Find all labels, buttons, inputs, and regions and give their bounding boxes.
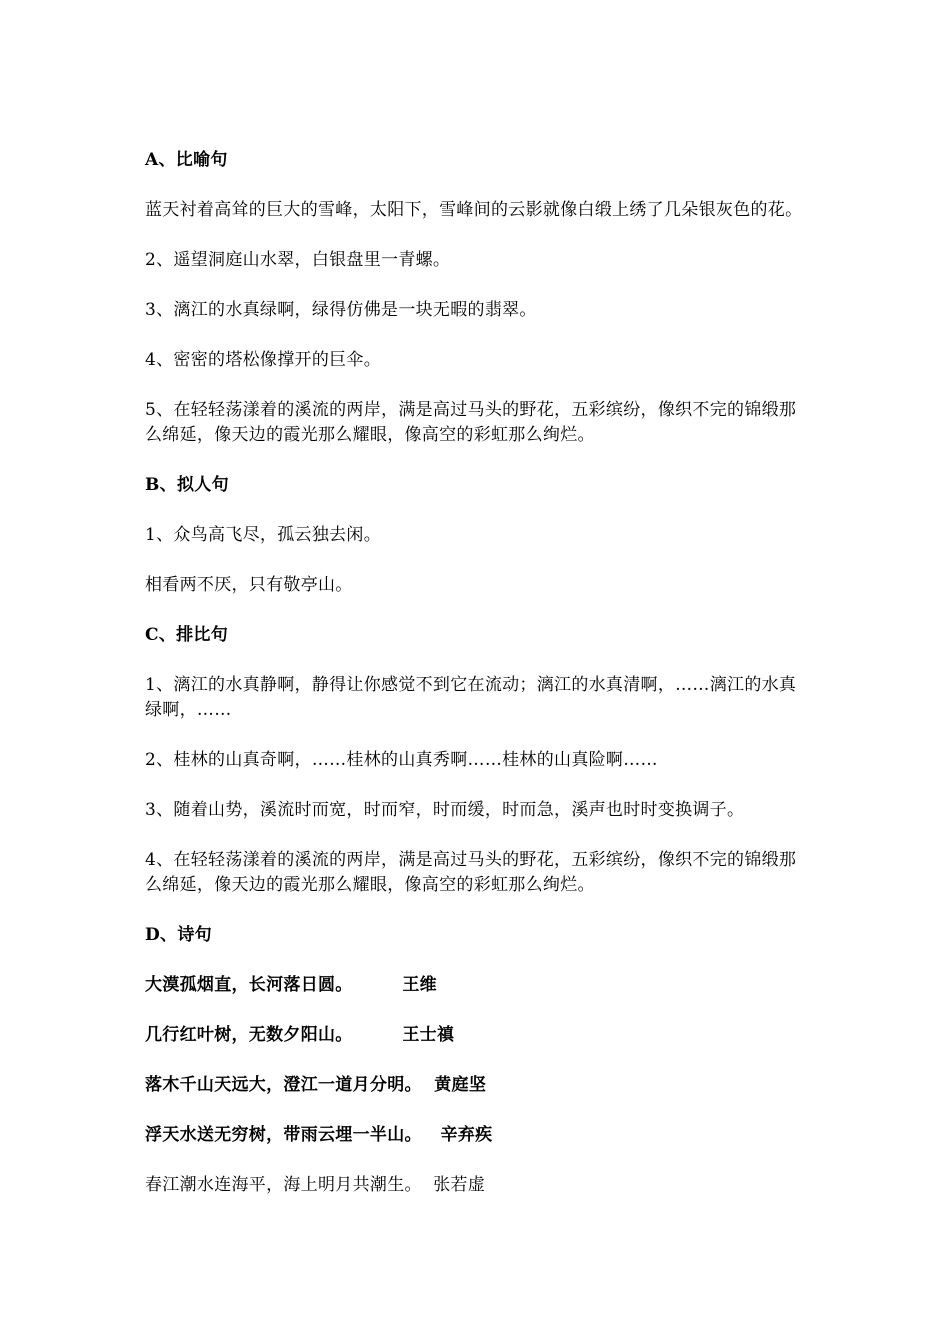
personification-item: 相看两不厌，只有敬亭山。 — [145, 575, 353, 595]
poem-line — [145, 1073, 810, 1098]
document-page — [145, 148, 810, 1223]
poem-text: 春江潮水连海平，海上明月共潮生。 — [145, 1175, 422, 1195]
poem-gap — [353, 975, 403, 995]
poem-gap — [422, 1075, 434, 1095]
simile-item: 3、漓江的水真绿啊，绿得仿佛是一块无暇的翡翠。 — [145, 300, 537, 320]
section-d-heading: D、诗句 — [145, 925, 212, 945]
parallelism-item: 2、桂林的山真奇啊，……桂林的山真秀啊……桂林的山真险啊…… — [145, 750, 658, 770]
poem-author: 王士禛 — [402, 1025, 455, 1045]
section-b-heading: B、拟人句 — [145, 475, 229, 495]
poem-text: 落木千山天远大，澄江一道月分明。 — [145, 1075, 422, 1095]
poem-gap — [422, 1175, 433, 1195]
poem-line — [145, 1023, 810, 1048]
simile-item: 2、遥望洞庭山水翠，白银盘里一青螺。 — [145, 250, 451, 270]
simile-item: 5、在轻轻荡漾着的溪流的两岸，满是高过马头的野花，五彩缤纷，像织不完的锦缎那么绵延，像天边的霞光那么耀眼，像高空的彩虹那么绚烂。 — [145, 400, 797, 445]
section-c-heading: C、排比句 — [145, 625, 229, 645]
simile-item: 4、密密的塔松像撑开的巨伞。 — [145, 350, 382, 370]
poem-line — [145, 1123, 810, 1148]
poem-author: 黄庭坚 — [434, 1075, 487, 1095]
poem-gap — [422, 1125, 441, 1145]
poem-text: 几行红叶树，无数夕阳山。 — [145, 1025, 353, 1045]
parallelism-item: 4、在轻轻荡漾着的溪流的两岸，满是高过马头的野花，五彩缤纷，像织不完的锦缎那么绵延，像天边的霞光那么耀眼，像高空的彩虹那么绚烂。 — [145, 850, 797, 895]
parallelism-item: 1、漓江的水真静啊，静得让你感觉不到它在流动；漓江的水真清啊，……漓江的水真绿啊，…… — [145, 675, 797, 720]
poem-gap — [353, 1025, 403, 1045]
poem-line — [145, 1173, 810, 1198]
parallelism-item: 3、随着山势，溪流时而宽，时而窄，时而缓，时而急，溪声也时时变换调子。 — [145, 800, 745, 820]
poem-author: 张若虚 — [433, 1175, 486, 1195]
poem-text: 浮天水送无穷树，带雨云埋一半山。 — [145, 1125, 422, 1145]
simile-item: 蓝天衬着高耸的巨大的雪峰，太阳下，雪峰间的云影就像白缎上绣了几朵银灰色的花。 — [145, 200, 803, 220]
poem-author: 王维 — [402, 975, 437, 995]
poem-line — [145, 973, 810, 998]
poem-author: 辛弃疾 — [440, 1125, 493, 1145]
section-a-heading: A、比喻句 — [145, 150, 228, 170]
personification-item: 1、众鸟高飞尽，孤云独去闲。 — [145, 525, 382, 545]
poem-text: 大漠孤烟直，长河落日圆。 — [145, 975, 353, 995]
